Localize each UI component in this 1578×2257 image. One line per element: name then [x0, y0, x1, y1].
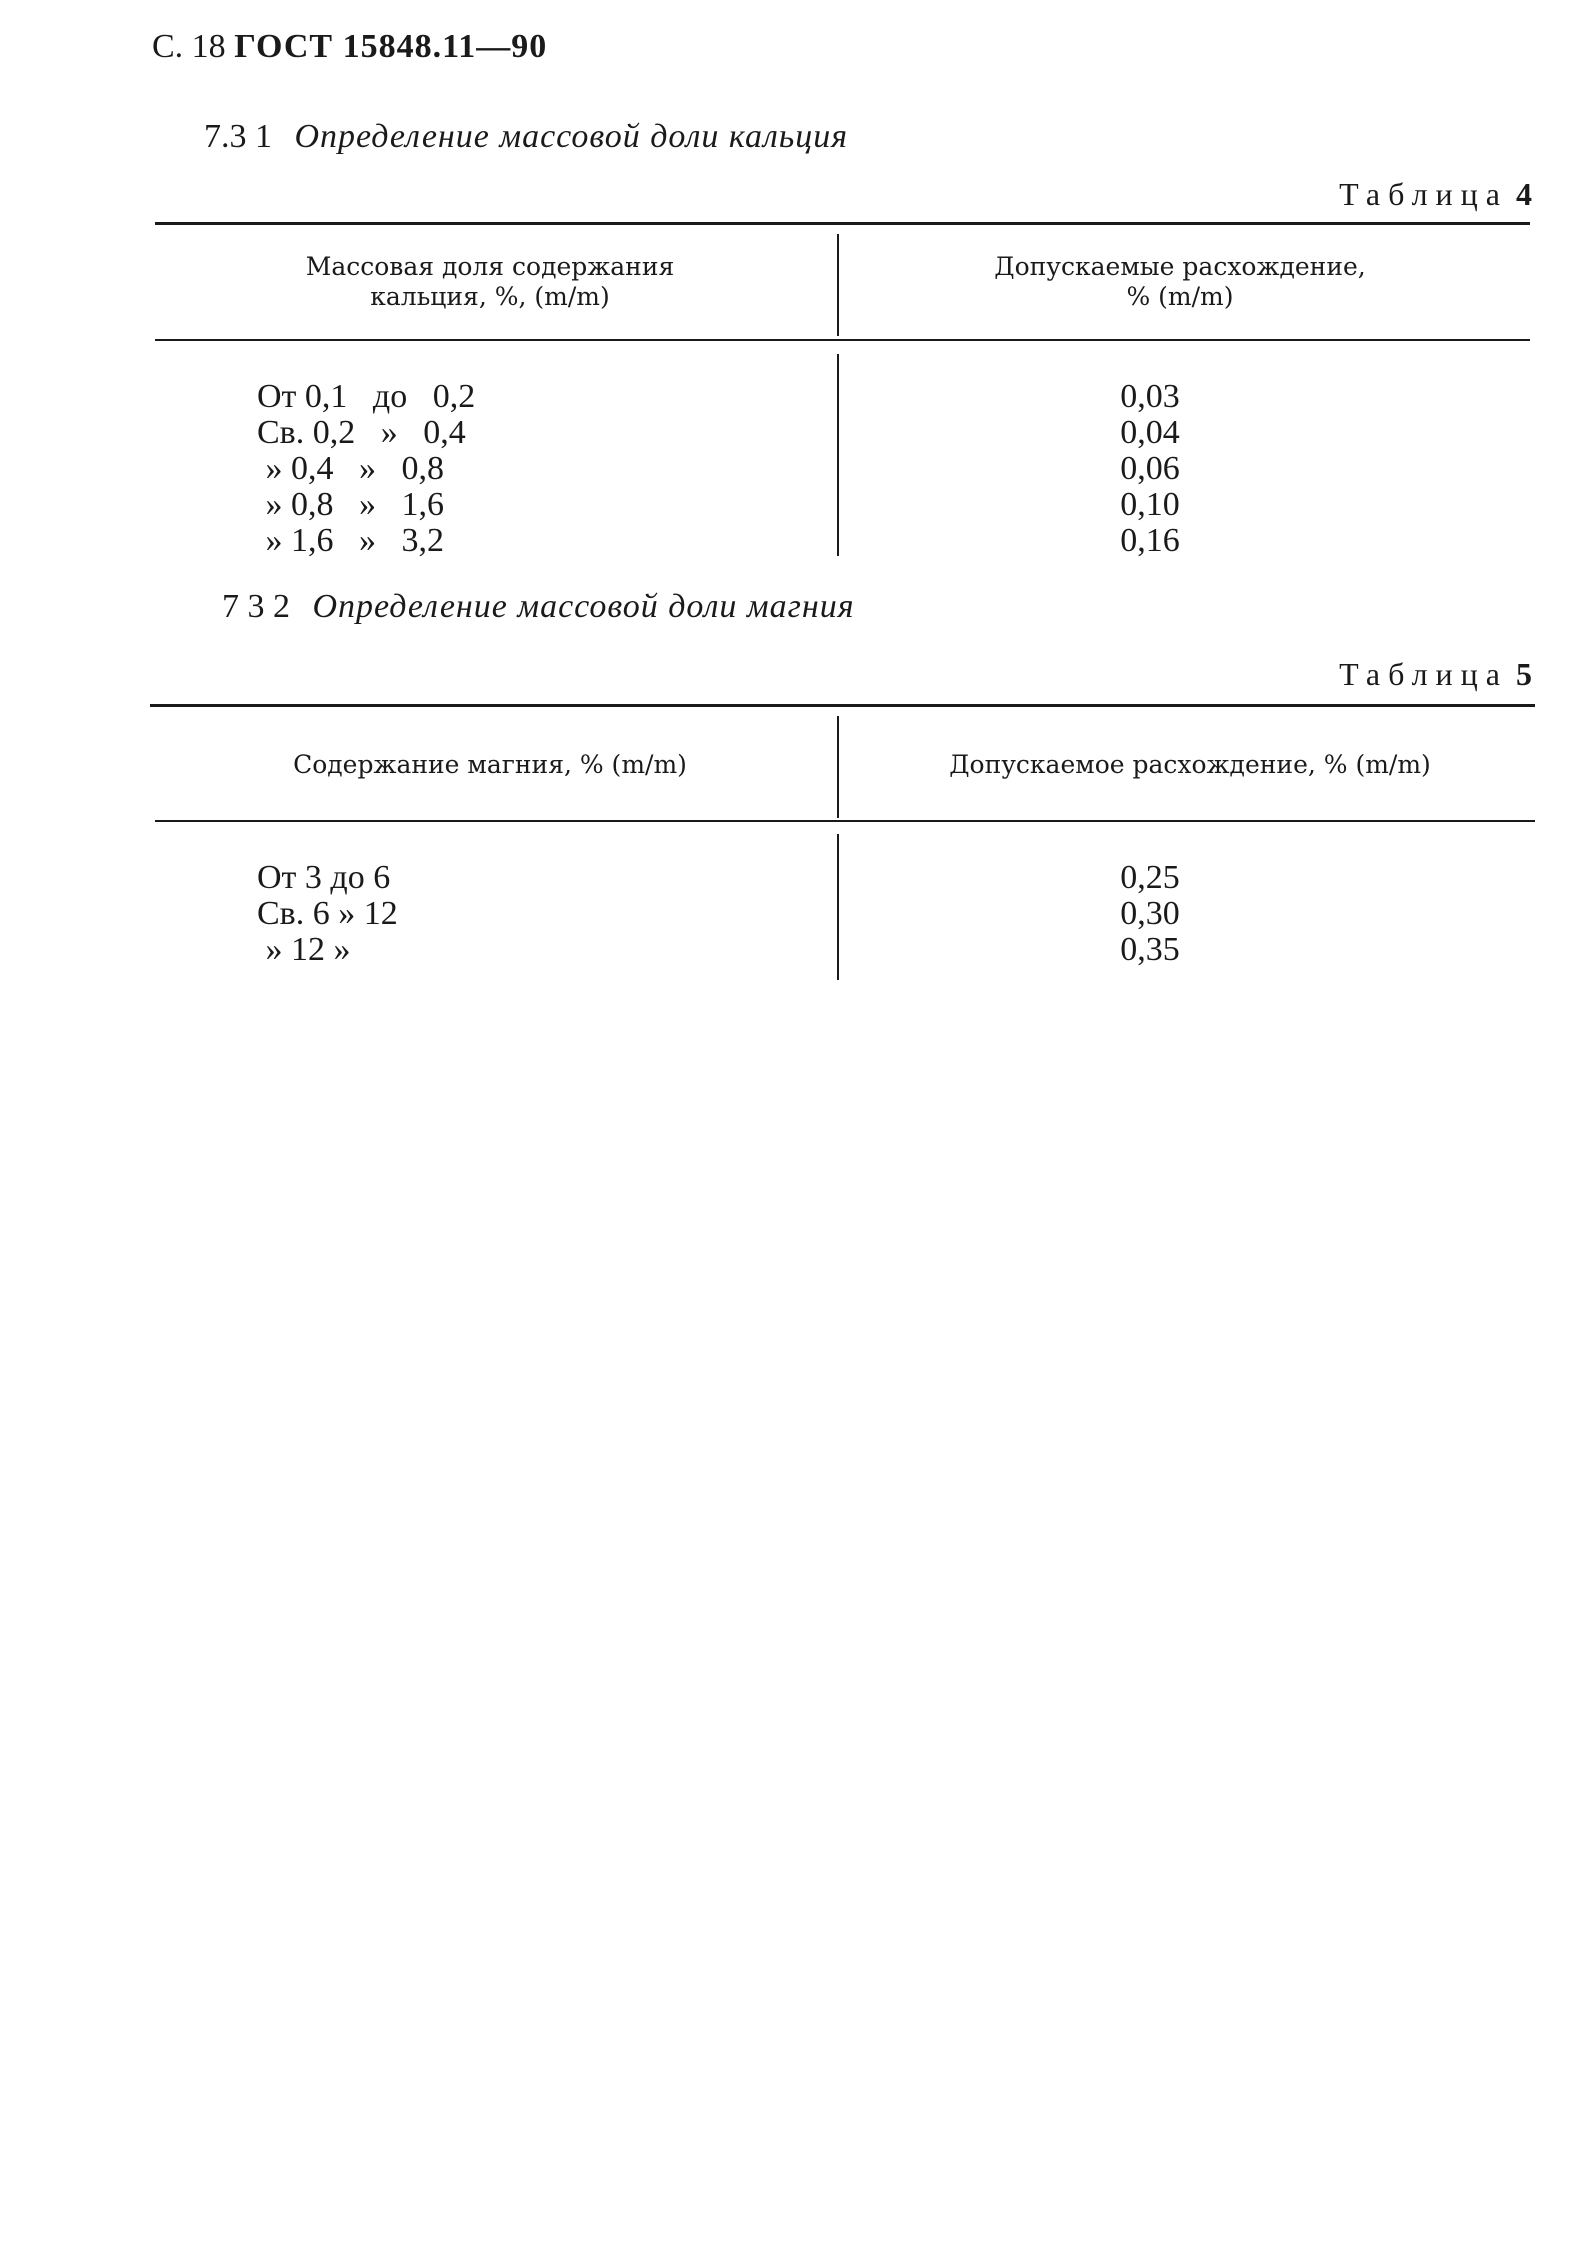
- table-4-header-divider: [837, 234, 839, 336]
- section-heading: Определение массовой доли кальция: [294, 118, 849, 155]
- table-5-caption: [1339, 656, 1532, 693]
- section-number: 7.3 1: [204, 118, 272, 155]
- table-4-caption: [1339, 176, 1532, 213]
- table-row-value: 0,04: [1120, 414, 1180, 451]
- table-row-value: 0,03: [1120, 378, 1180, 415]
- section-title-calcium: [204, 118, 848, 156]
- table-row-range: » 12 »: [257, 931, 351, 968]
- page-header: [152, 28, 547, 66]
- table-row-range: » 0,4 » 0,8: [257, 450, 444, 487]
- table-caption-label: Таблица: [1339, 176, 1508, 212]
- table-row-range: От 3 до 6: [257, 859, 391, 896]
- table-row-range: » 0,8 » 1,6: [257, 486, 444, 523]
- table-row-range: От 0,1 до 0,2: [257, 378, 476, 415]
- section-heading: Определение массовой доли магния: [312, 588, 855, 625]
- page-number: С. 18: [152, 28, 226, 65]
- table-5-header-rule: [155, 820, 1535, 822]
- section-number: 7 3 2: [222, 588, 290, 625]
- table-row-value: 0,16: [1120, 522, 1180, 559]
- table-row-value: 0,25: [1120, 859, 1180, 896]
- table-row-value: 0,35: [1120, 931, 1180, 968]
- table-caption-number: 5: [1516, 656, 1532, 692]
- table-row-range: » 1,6 » 3,2: [257, 522, 444, 559]
- table-4-body-divider: [837, 354, 839, 556]
- table-4-col2-header: Допускаемые расхождение, % (m/m): [994, 252, 1366, 311]
- table-5-col1-header: Содержание магния, % (m/m): [293, 750, 687, 779]
- standard-designation: ГОСТ 15848.11—90: [234, 28, 548, 65]
- table-4-top-rule: [155, 222, 1530, 225]
- table-4-header-rule: [155, 339, 1530, 341]
- table-row-value: 0,30: [1120, 895, 1180, 932]
- table-row-value: 0,06: [1120, 450, 1180, 487]
- table-caption-label: Таблица: [1339, 656, 1508, 692]
- table-5-top-rule: [150, 704, 1535, 707]
- table-5-body-divider: [837, 834, 839, 980]
- section-title-magnesium: [222, 588, 855, 626]
- table-4-col1-header: Массовая доля содержания кальция, %, (m/m): [305, 252, 675, 311]
- table-5-col2-header: Допускаемое расхождение, % (m/m): [949, 750, 1431, 779]
- table-5-header-divider: [837, 716, 839, 818]
- table-row-range: Св. 0,2 » 0,4: [257, 414, 466, 451]
- table-row-range: Св. 6 » 12: [257, 895, 398, 932]
- table-caption-number: 4: [1516, 176, 1532, 212]
- table-row-value: 0,10: [1120, 486, 1180, 523]
